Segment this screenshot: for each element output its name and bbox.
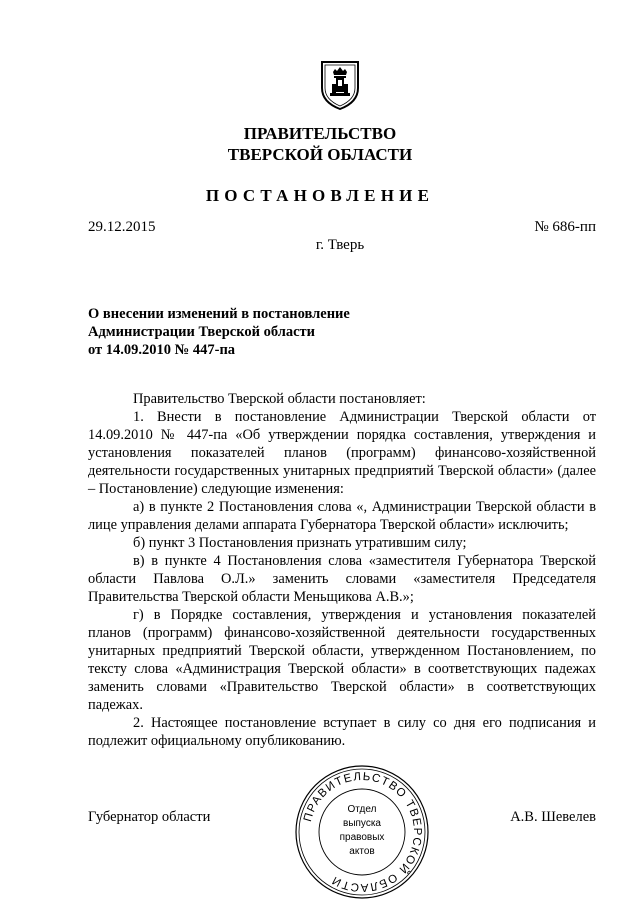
stamp-ring-text: ПРАВИТЕЛЬСТВО ТВЕРСКОЙ ОБЛАСТИ [302, 770, 424, 894]
signer-title: Губернатор области [88, 809, 211, 825]
coat-of-arms-emblem [320, 58, 360, 110]
org-name-line2: ТВЕРСКОЙ ОБЛАСТИ [227, 145, 413, 164]
body-paragraph-1a: а) в пункте 2 Постановления слова «, Администрации Тверской области в лице управления делами аппарата Губернатора Тверской области» исключить; [88, 499, 596, 533]
stamp-center-line3: правовых [339, 832, 385, 843]
subject-line3: от 14.09.2010 № 447-па [88, 342, 236, 358]
subject-line2: Администрации Тверской области [88, 324, 316, 340]
document-number: № 686-пп [534, 219, 596, 235]
document-type: ПОСТАНОВЛЕНИЕ [205, 186, 435, 205]
stamp-center-line4: актов [349, 846, 375, 857]
subject-line1: О внесении изменений в постановление [88, 306, 350, 322]
official-stamp [294, 764, 430, 900]
stamp-center-line1: Отдел [347, 804, 377, 815]
body-paragraph-intro: Правительство Тверской области постановляет: [133, 391, 426, 407]
body-paragraph-1b: б) пункт 3 Постановления признать утратившим силу; [133, 535, 467, 551]
document-city: г. Тверь [315, 237, 365, 253]
body-paragraph-1d: г) в Порядке составления, утверждения и установления показателей планов (программ) финансово-хозяйственной деятельности государственных унитарных предприятий Тверской области, утвержденном Постановлением, по тексту слова «Администрация Тверской области» в соответствующих падежах заменить словами «Правительство Тверской области» в соответствующих падежах. [88, 607, 596, 713]
document-body [88, 390, 596, 750]
body-paragraph-1: 1. Внести в постановление Администрации Тверской области от 14.09.2010 № 447-па «Об утверждении порядка составления, утверждения и установления показателей планов (программ) финансово-хозяйственной деятельности государственных унитарных предприятий Тверской области» (далее – Постановление) следующие изменения: [88, 409, 596, 497]
body-paragraph-1c: в) в пункте 4 Постановления слова «заместителя Губернатора Тверской области Павлова О.Л.» заменить словами «заместителя Председателя Правительства Тверской области Меньщикова А.В.»; [88, 553, 596, 605]
stamp-center-line2: выпуска [343, 818, 381, 829]
body-paragraph-2: 2. Настоящее постановление вступает в силу со дня его подписания и подлежит официальному опубликованию. [88, 715, 596, 749]
org-name-line1: ПРАВИТЕЛЬСТВО [243, 124, 397, 143]
signer-name: А.В. Шевелев [510, 809, 596, 825]
document-date: 29.12.2015 [88, 219, 156, 235]
